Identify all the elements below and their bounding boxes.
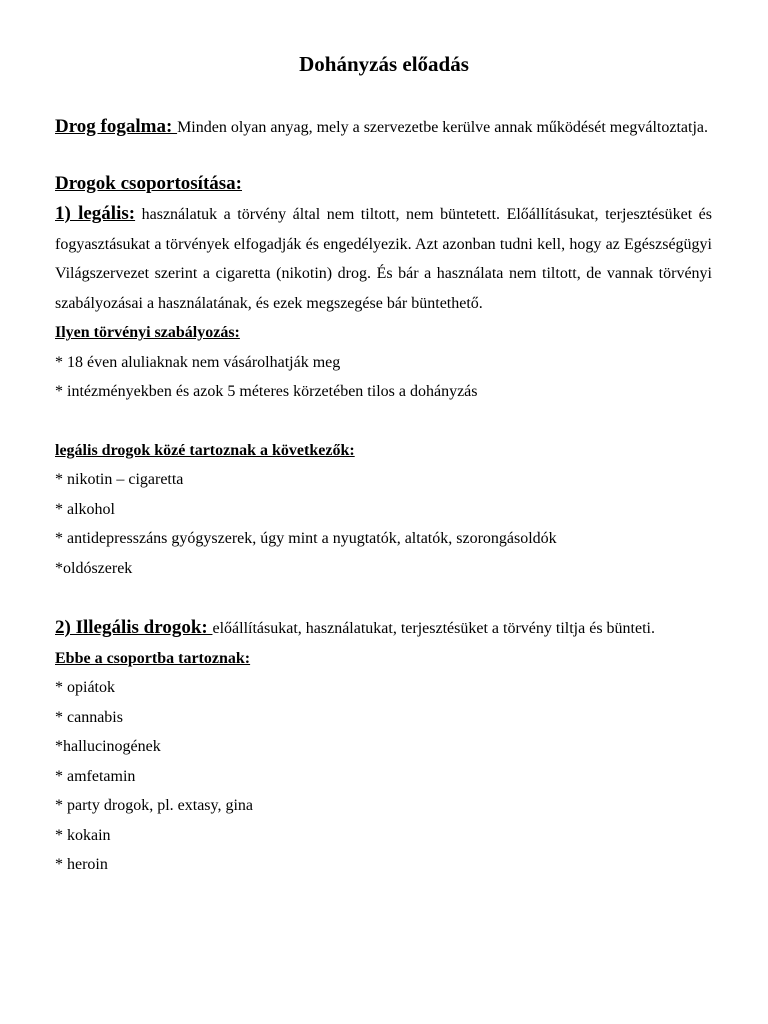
list-item: * party drogok, pl. extasy, gina: [55, 797, 254, 814]
list-item: * intézményekben és azok 5 méteres körzetében tilos a dohányzás: [55, 383, 478, 400]
legal-list-heading-text: legális drogok közé tartoznak a következők:: [55, 441, 355, 459]
illegal-paragraph: [55, 613, 712, 644]
illegal-list-heading-text: Ebbe a csoportba tartoznak:: [55, 649, 251, 667]
list-item: * cannabis: [55, 708, 123, 726]
list-item: *oldószerek: [55, 559, 133, 577]
illegal-text: előállításukat, használatukat, terjesztésüket a törvény tiltja és bünteti.: [212, 620, 655, 637]
spacer: [55, 583, 712, 613]
list-item: * nikotin – cigaretta: [55, 471, 184, 488]
legal-heading: 1) legális:: [55, 203, 136, 224]
list-item: * amfetamin: [55, 767, 136, 785]
document-body: [55, 112, 712, 880]
legal-rules-heading: [55, 318, 712, 348]
legal-text: használatuk a törvény által nem tiltott, nem büntetett. Előállításukat, terjesztésüket és fogyasztásukat a törvények elfogadják és engedélyezik. Azt azonban tudni kell, hogy az Egészségügyi Világszervezet szerint a cigaretta (nikotin) drog. És bár a használata nem tiltott, de vannak törvényi szabályozásai a használatának, és ezek megszegése bár büntethető.: [55, 206, 712, 312]
legal-list-heading: [55, 436, 712, 466]
spacer: [55, 407, 712, 436]
classification-heading-text: Drogok csoportosítása:: [55, 172, 243, 194]
definition-heading: Drog fogalma:: [55, 116, 178, 137]
illegal-heading: 2) Illegális drogok:: [55, 617, 213, 638]
list-item: * 18 éven aluliaknak nem vásárolhatják meg: [55, 353, 341, 371]
classification-heading: [55, 169, 712, 200]
legal-rules-heading-text: Ilyen törvényi szabályozás:: [55, 324, 240, 341]
spacer: [55, 143, 712, 169]
list-item: * kokain: [55, 826, 111, 844]
list-item: * heroin: [55, 856, 108, 873]
illegal-list-heading: [55, 644, 712, 674]
legal-paragraph: [55, 199, 712, 318]
list-item: *hallucinogének: [55, 738, 161, 755]
definition-text: Minden olyan anyag, mely a szervezetbe kerülve annak működését megváltoztatja.: [177, 119, 708, 136]
list-item: * opiátok: [55, 679, 115, 696]
list-item: * antidepresszáns gyógyszerek, úgy mint a nyugtatók, altatók, szorongásoldók: [55, 530, 557, 547]
list-item: * alkohol: [55, 500, 115, 518]
page-title: Dohányzás előadás: [299, 52, 469, 76]
definition-paragraph: [55, 112, 712, 143]
